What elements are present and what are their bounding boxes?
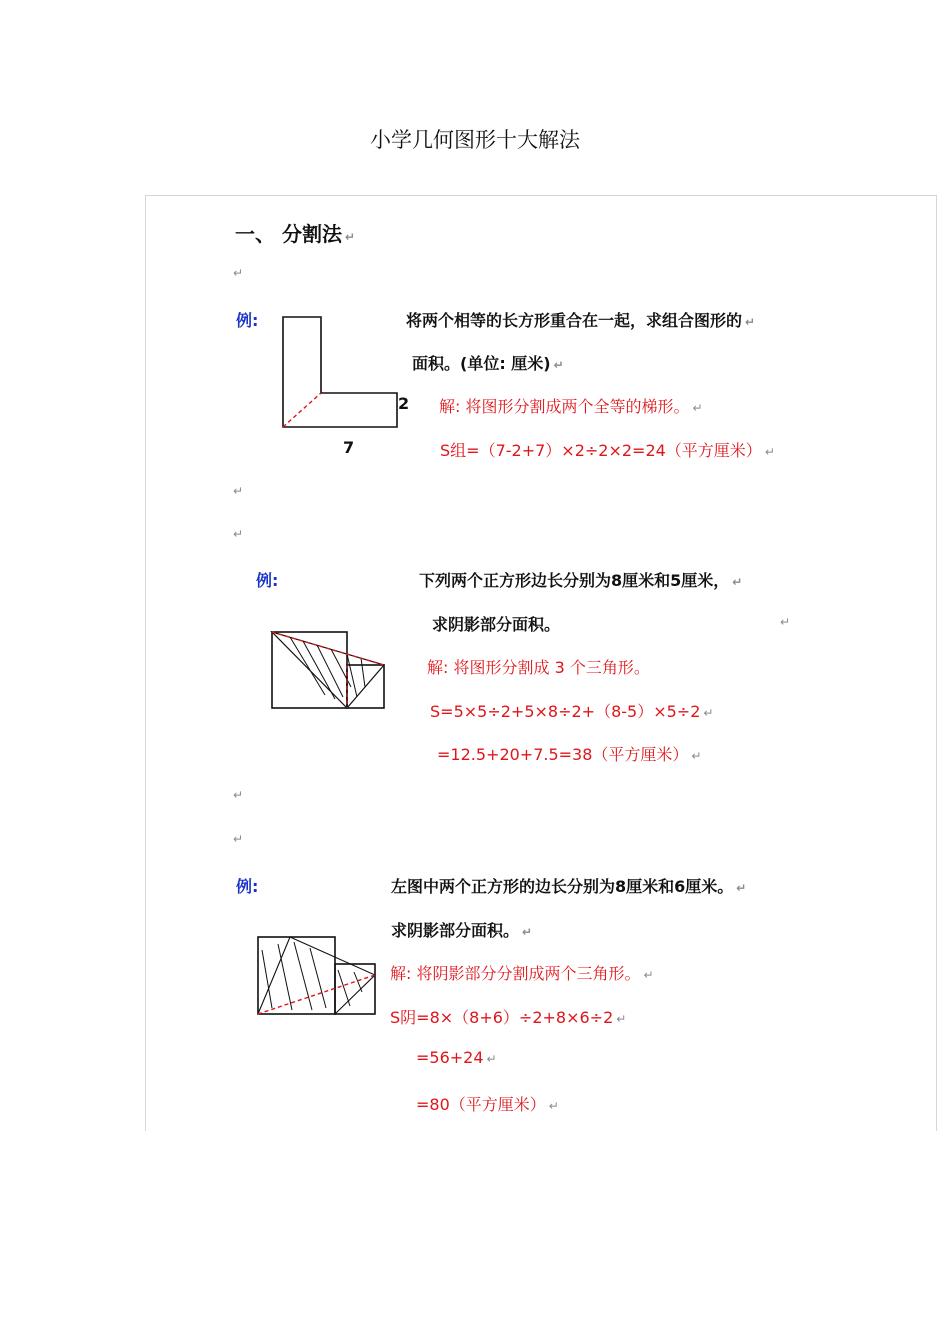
large-square [258, 937, 335, 1014]
solution-text: S组=（7-2+7）×2÷2×2=24（平方厘米） [440, 441, 762, 460]
paragraph-mark: ↵ [233, 832, 244, 846]
solution-line1 [427, 655, 650, 678]
shaded-region [258, 937, 375, 1014]
paragraph-mark: ↵ [233, 788, 244, 802]
problem-text-line2 [432, 612, 560, 635]
problem-text-line2 [391, 918, 532, 941]
hatch-line [354, 972, 362, 992]
hatch-line [310, 948, 326, 1008]
problem-text: 求阴影部分面积。 [432, 615, 561, 634]
diagonal-dashed [283, 393, 321, 427]
problem-text-line1 [419, 568, 742, 591]
solution-line3 [416, 1048, 497, 1067]
solution-text: 解: 将图形分割成 3 个三角形。 [427, 658, 650, 677]
solution-text: =56+24 [416, 1048, 484, 1067]
paragraph-mark: ↵ [522, 925, 533, 939]
example-label: 例: [236, 311, 259, 330]
paragraph-mark: ↵ [703, 706, 714, 720]
section-heading-text: 一、 分割法 [235, 222, 342, 246]
paragraph-mark: ↵ [233, 484, 244, 498]
paragraph-mark: ↵ [692, 401, 703, 415]
solution-line2 [430, 699, 713, 722]
hatch-line [361, 658, 365, 687]
dimension-bottom-label: 7 [343, 438, 355, 457]
solution-line2 [440, 438, 775, 461]
solution-line3 [437, 742, 701, 765]
problem-text-line1 [406, 308, 755, 331]
problem-text: 左图中两个正方形的边长分别为8厘米和6厘米。 [391, 877, 734, 896]
solution-text: =12.5+20+7.5=38（平方厘米） [437, 745, 689, 764]
problem-text: 将两个相等的长方形重合在一起，求组合图形的 [406, 311, 743, 330]
example-label: 例: [256, 571, 279, 590]
paragraph-mark: ↵ [736, 881, 747, 895]
paragraph-mark: ↵ [553, 358, 564, 372]
paragraph-mark: ↵ [486, 1052, 497, 1066]
paragraph-mark: ↵ [643, 968, 654, 982]
paragraph-mark: ↵ [233, 527, 244, 541]
solution-text: =80（平方厘米） [416, 1095, 546, 1114]
solution-line1 [390, 961, 654, 984]
figure-two-squares [265, 625, 395, 717]
paragraph-mark: ↵ [344, 230, 356, 244]
solution-line2 [390, 1005, 626, 1028]
paragraph-mark: ↵ [732, 575, 743, 589]
section-heading [235, 218, 355, 247]
solution-text: S阴=8×（8+6）÷2+8×6÷2 [390, 1008, 614, 1027]
hatch-line [278, 944, 292, 1010]
shaded-region [272, 632, 384, 708]
problem-text: 求阴影部分面积。 [391, 921, 520, 940]
paragraph-mark: ↵ [780, 615, 791, 629]
figure-l-shape [270, 305, 420, 460]
paragraph-mark: ↵ [616, 1012, 627, 1026]
example-label: 例: [236, 877, 259, 896]
paragraph-mark: ↵ [764, 445, 775, 459]
paragraph-mark: ↵ [745, 315, 756, 329]
paragraph-mark: ↵ [691, 749, 702, 763]
hatch-line [338, 970, 350, 1006]
figure-two-squares-shaded [250, 930, 380, 1020]
problem-text-line1 [391, 874, 746, 897]
solution-text: S=5×5÷2+5×8÷2+（8-5）×5÷2 [430, 702, 701, 721]
paragraph-mark: ↵ [233, 266, 244, 280]
problem-text: 下列两个正方形边长分别为8厘米和5厘米， [419, 571, 730, 590]
dimension-side-label: 2 [398, 394, 410, 413]
small-square [335, 964, 375, 1014]
page-title: 小学几何图形十大解法 [370, 128, 580, 152]
hatch-line [347, 654, 357, 697]
solution-text: 解: 将阴影部分分割成两个三角形。 [390, 964, 641, 983]
problem-text-line2 [412, 351, 564, 374]
problem-text: 面积。(单位: 厘米) [412, 354, 551, 373]
solution-line4 [416, 1092, 559, 1115]
l-shape-outline [283, 317, 397, 427]
paragraph-mark: ↵ [548, 1099, 559, 1113]
solution-text: 解: 将图形分割成两个全等的梯形。 [439, 397, 690, 416]
hatch-line [294, 942, 312, 1010]
solution-line1 [439, 394, 703, 417]
hatch-line [262, 950, 272, 1008]
